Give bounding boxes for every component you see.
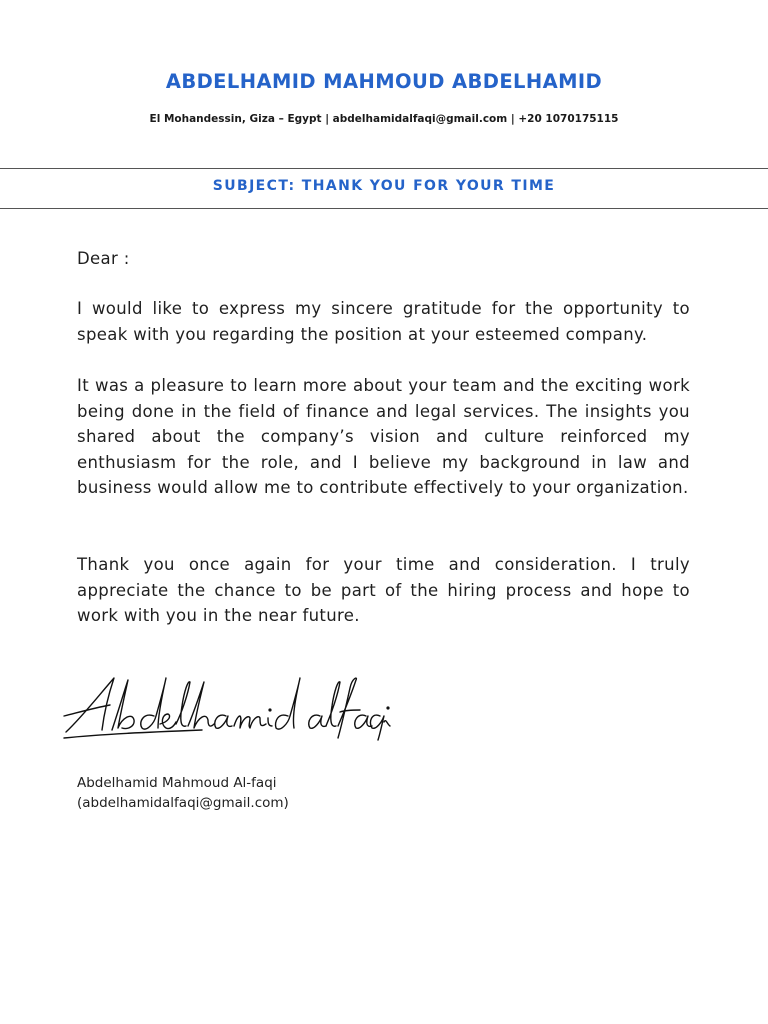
- sender-contact-line: El Mohandessin, Giza – Egypt | abdelhamidalfaqi@gmail.com | +20 1070175115: [149, 113, 619, 125]
- body-paragraph-1: I would like to express my sincere gratitude for the opportunity to speak with you regarding the position at your esteemed company.: [77, 299, 690, 344]
- subject-line: SUBJECT: THANK YOU FOR YOUR TIME: [212, 178, 556, 194]
- signer-email: (abdelhamidalfaqi@gmail.com): [77, 795, 289, 811]
- salutation: Dear :: [77, 249, 130, 268]
- signature-block: [77, 773, 289, 813]
- body-paragraph-3: Thank you once again for your time and consideration. I truly appreciate the chance to be part of the hiring process and hope to work with you in the near future.: [77, 555, 690, 626]
- body-paragraph-2: It was a pleasure to learn more about your team and the exciting work being done in the field of finance and legal services. The insights you shared about the company’s vision and culture reinforced my enthusiasm for the role, and I believe my background in law and business would allow me to contribute effectively to your organization.: [77, 376, 690, 498]
- sender-name-heading: ABDELHAMID MAHMOUD ABDELHAMID: [165, 70, 603, 93]
- divider-bottom: [0, 208, 768, 209]
- signer-name: Abdelhamid Mahmoud Al-faqi: [77, 775, 277, 791]
- handwritten-signature: [62, 672, 392, 742]
- divider-top: [0, 168, 768, 169]
